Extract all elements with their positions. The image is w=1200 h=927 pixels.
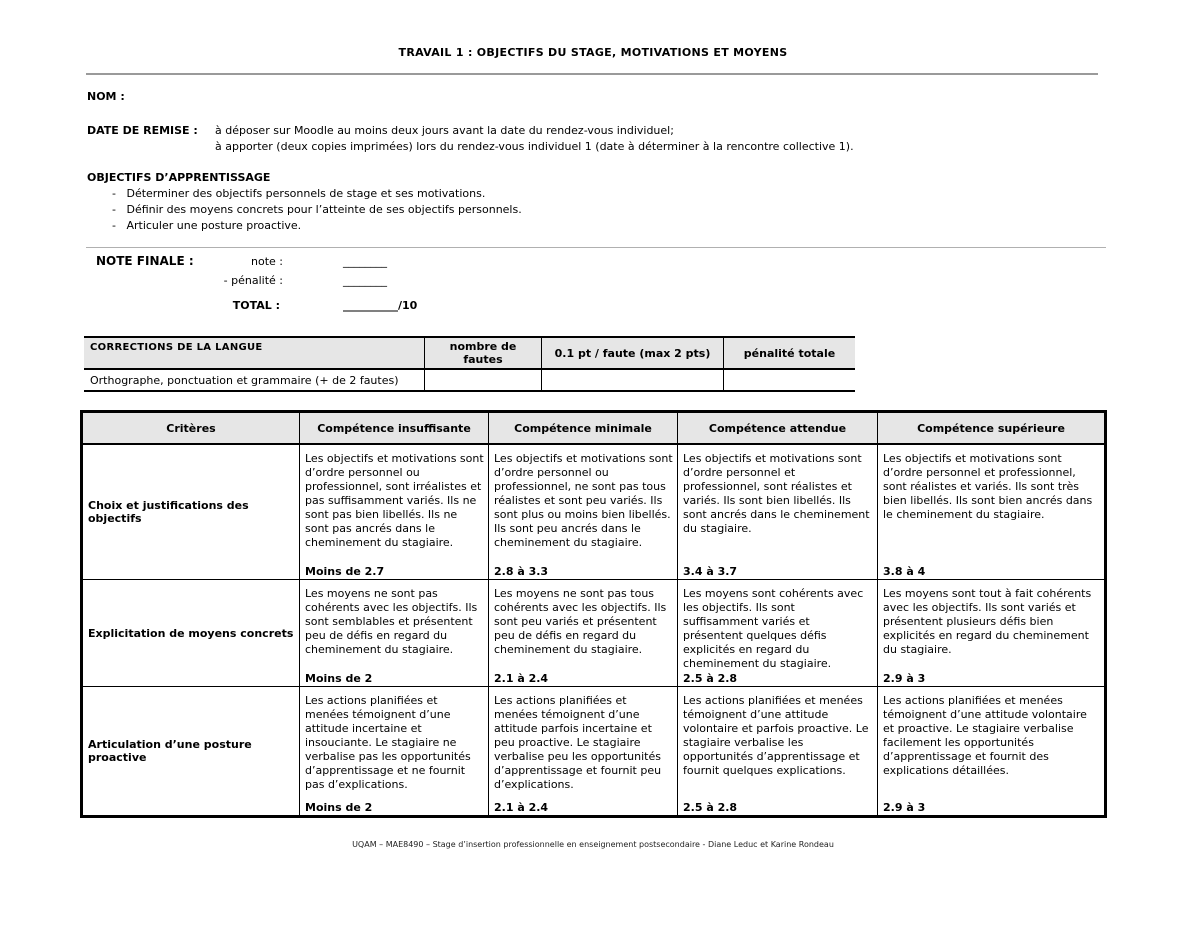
list-item: - Définir des moyens concrets pour l’atteinte de ses objectifs personnels. bbox=[112, 202, 522, 218]
table-cell bbox=[724, 369, 856, 391]
cell-score: 2.9 à 3 bbox=[883, 801, 926, 814]
cell-description: Les objectifs et motivations sont d’ordre personnel et professionnel, sont réalistes et variés. Ils sont très bien libellés. Ils sont bien ancrés dans le cheminement du stagiaire. bbox=[883, 452, 1093, 521]
table-header-cell: CORRECTIONS DE LA LANGUE bbox=[84, 337, 425, 369]
table-cell bbox=[300, 580, 489, 687]
table-header-cell: Compétence supérieure bbox=[878, 412, 1106, 445]
cell-description: Les moyens sont cohérents avec les objectifs. Ils sont suffisamment variés et présentent quelques défis explicités en regard du cheminement du stagiaire. bbox=[683, 587, 864, 670]
total-blank: __________/10 bbox=[343, 299, 418, 312]
cell-score: 2.5 à 2.8 bbox=[683, 672, 738, 685]
table-cell bbox=[878, 444, 1106, 580]
nom-label: NOM : bbox=[87, 90, 125, 103]
table-header-cell: Compétence attendue bbox=[678, 412, 878, 445]
note-blank: ________ bbox=[343, 255, 387, 268]
penalite-label: - pénalité : bbox=[223, 274, 283, 287]
penalite-blank: ________ bbox=[343, 274, 387, 287]
cell-description: Les moyens sont tout à fait cohérents avec les objectifs. Ils sont variés et présentent plusieurs défis bien explicités en regard du cheminement du stagiaire. bbox=[883, 587, 1092, 656]
table-header-cell: nombre de fautes bbox=[425, 337, 542, 369]
table-cell bbox=[300, 444, 489, 580]
criterion-cell: Choix et justifications des objectifs bbox=[82, 444, 300, 580]
table-cell bbox=[678, 444, 878, 580]
cell-score: 2.9 à 3 bbox=[883, 672, 926, 685]
date-remise-line-2: à apporter (deux copies imprimées) lors du rendez-vous individuel 1 (date à déterminer à la rencontre collective 1). bbox=[215, 140, 854, 153]
table-cell bbox=[678, 687, 878, 817]
cell-description: Les moyens ne sont pas cohérents avec les objectifs. Ils sont semblables et présentent peu de défis en regard du cheminement du stagiaire. bbox=[305, 587, 478, 656]
page-title: TRAVAIL 1 : OBJECTIFS DU STAGE, MOTIVATIONS ET MOYENS bbox=[398, 46, 788, 59]
cell-description: Les actions planifiées et menées témoignent d’une attitude volontaire et proactive. Le stagiaire verbalise facilement les opportunités d’apprentissage et fournit des explications détaillées. bbox=[883, 694, 1087, 777]
cell-description: Les moyens ne sont pas tous cohérents avec les objectifs. Ils sont peu variés et présentent peu de défis en regard du cheminement du stagiaire. bbox=[494, 587, 667, 656]
cell-score: 2.1 à 2.4 bbox=[494, 801, 549, 814]
langue-corrections-table bbox=[84, 336, 855, 392]
table-cell bbox=[878, 580, 1106, 687]
note-finale-label: NOTE FINALE : bbox=[96, 254, 194, 268]
cell-description: Les actions planifiées et menées témoignent d’une attitude parfois incertaine et peu proactive. Le stagiaire verbalise peu les opportunités d’apprentissage et fournit peu d’explications. bbox=[494, 694, 662, 791]
cell-score: 2.5 à 2.8 bbox=[683, 801, 738, 814]
cell-score: Moins de 2 bbox=[305, 672, 373, 685]
table-cell bbox=[878, 687, 1106, 817]
cell-score: 2.1 à 2.4 bbox=[494, 672, 549, 685]
objectifs-label: OBJECTIFS D’APPRENTISSAGE bbox=[87, 171, 271, 184]
cell-description: Les objectifs et motivations sont d’ordre personnel ou professionnel, ne sont pas tous réalistes et sont peu variés. Ils sont plus ou moins bien libellés. Ils sont peu ancrés dans le cheminement du stagiaire. bbox=[494, 452, 673, 549]
top-divider bbox=[86, 73, 1098, 75]
criterion-cell: Explicitation de moyens concrets bbox=[82, 580, 300, 687]
table-header-cell: 0.1 pt / faute (max 2 pts) bbox=[542, 337, 724, 369]
total-label: TOTAL : bbox=[232, 299, 280, 312]
table-cell bbox=[489, 444, 678, 580]
list-item: - Déterminer des objectifs personnels de stage et ses motivations. bbox=[112, 186, 522, 202]
table-cell bbox=[300, 687, 489, 817]
page-footer: UQAM – MAE8490 – Stage d’insertion professionnelle en enseignement postsecondaire - Diane Leduc et Karine Rondeau bbox=[352, 840, 834, 849]
cell-description: Les actions planifiées et menées témoignent d’une attitude incertaine et insouciante. Le stagiaire ne verbalise pas les opportunités d’apprentissage et ne fournit pas d’explications. bbox=[305, 694, 471, 791]
table-header-row bbox=[84, 337, 855, 369]
cell-score: 3.4 à 3.7 bbox=[683, 565, 738, 578]
table-cell bbox=[678, 580, 878, 687]
cell-description: Les objectifs et motivations sont d’ordre personnel et professionnel, sont réalistes et variés. Ils sont bien libellés. Ils sont ancrés dans le cheminement du stagiaire. bbox=[683, 452, 870, 535]
cell-description: Les objectifs et motivations sont d’ordre personnel ou professionnel, sont irréalistes et pas suffisamment variés. Ils ne sont pas bien libellés. Ils ne sont pas ancrés dans le cheminement du stagiaire. bbox=[305, 452, 484, 549]
table-cell bbox=[542, 369, 724, 391]
date-remise-label: DATE DE REMISE : bbox=[87, 124, 198, 137]
objectifs-list bbox=[112, 186, 522, 234]
table-cell: Orthographe, ponctuation et grammaire (+ de 2 fautes) bbox=[84, 369, 425, 391]
table-row bbox=[82, 687, 1106, 817]
cell-description: Les actions planifiées et menées témoignent d’une attitude volontaire et parfois proactive. Le stagiaire verbalise les opportunités d’apprentissage et fournit quelques explications. bbox=[683, 694, 869, 777]
table-header-cell: Critères bbox=[82, 412, 300, 445]
list-item: - Articuler une posture proactive. bbox=[112, 218, 522, 234]
table-header-cell: pénalité totale bbox=[724, 337, 856, 369]
table-cell bbox=[489, 580, 678, 687]
criterion-cell: Articulation d’une posture proactive bbox=[82, 687, 300, 817]
table-row bbox=[82, 444, 1106, 580]
table-header-cell: Compétence minimale bbox=[489, 412, 678, 445]
date-remise-line-1: à déposer sur Moodle au moins deux jours avant la date du rendez-vous individuel; bbox=[215, 124, 674, 137]
cell-score: 2.8 à 3.3 bbox=[494, 565, 549, 578]
cell-score: 3.8 à 4 bbox=[883, 565, 926, 578]
cell-score: Moins de 2.7 bbox=[305, 565, 385, 578]
table-row bbox=[82, 580, 1106, 687]
table-cell bbox=[489, 687, 678, 817]
note-label: note : bbox=[251, 255, 283, 268]
middle-divider bbox=[86, 247, 1106, 248]
table-header-cell: Compétence insuffisante bbox=[300, 412, 489, 445]
table-header-row bbox=[82, 412, 1106, 445]
table-row bbox=[84, 369, 855, 391]
cell-score: Moins de 2 bbox=[305, 801, 373, 814]
rubric-table bbox=[80, 410, 1107, 818]
table-cell bbox=[425, 369, 542, 391]
